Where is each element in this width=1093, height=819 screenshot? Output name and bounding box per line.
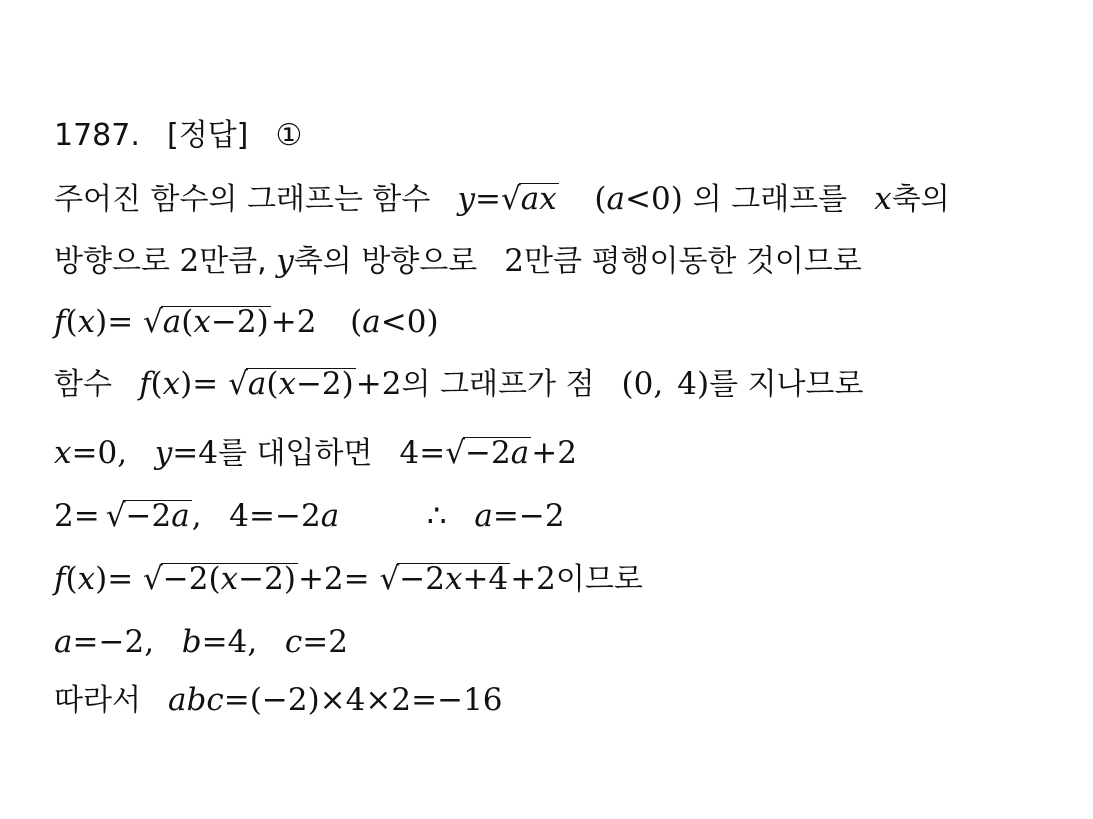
text: 이므로 (555, 562, 643, 597)
explanation-line-10 (54, 680, 503, 721)
math-variable: y (276, 243, 294, 279)
text: 만큼 평행이동한 것이므로 (524, 244, 862, 279)
text: 를 지나므로 (709, 367, 864, 402)
text: 따라서 (54, 683, 141, 718)
math-expression: f(x)= √−2(x−2)+2= √−2x+4+2 (54, 561, 556, 597)
explanation-line-3 (54, 241, 862, 282)
text: 의 그래프가 점 (401, 367, 595, 402)
math-variable: x (874, 181, 892, 217)
text: 함수 (54, 367, 112, 402)
math-expression: 2= √−2a, 4=−2a ∴ a=−2 (54, 498, 565, 534)
math-expression: f(x)= √a(x−2)+2 (a<0) (54, 304, 439, 340)
text: 방향으로 (54, 244, 170, 279)
answer-header (54, 116, 302, 156)
math-point: (0, 4) (621, 366, 710, 402)
text: 를 대입하면 (218, 436, 373, 471)
explanation-line-9 (54, 622, 348, 663)
math-expression: a=−2, b=4, c=2 (54, 624, 349, 660)
math-expression: f(x)= √a(x−2)+2 (139, 366, 402, 402)
text: 의 그래프를 (692, 182, 848, 217)
math-number: 2 (504, 243, 525, 279)
math-expression: x=0, y=4 (54, 435, 219, 471)
text: 주어진 함수의 그래프는 함수 (54, 182, 431, 217)
problem-number: 1787. (54, 118, 140, 153)
math-expression: y=√ax (a<0) (457, 181, 683, 217)
explanation-line-7 (54, 496, 565, 537)
explanation-line-4 (54, 302, 439, 343)
explanation-line-6 (54, 433, 577, 474)
math-expression: 4=√−2a+2 (399, 435, 577, 471)
math-expression: abc=(−2)×4×2=−16 (168, 682, 503, 718)
therefore-symbol: ∴ (426, 498, 447, 534)
text: 축의 (891, 182, 950, 217)
math-number: 2 (179, 243, 200, 279)
explanation-line-8 (54, 559, 643, 600)
text: 만큼, (199, 244, 267, 279)
answer-choice: ① (275, 118, 303, 153)
explanation-line-2 (54, 179, 950, 220)
text: 축의 방향으로 (293, 244, 478, 279)
answer-label: [정답] (166, 118, 249, 153)
explanation-line-5 (54, 364, 864, 405)
